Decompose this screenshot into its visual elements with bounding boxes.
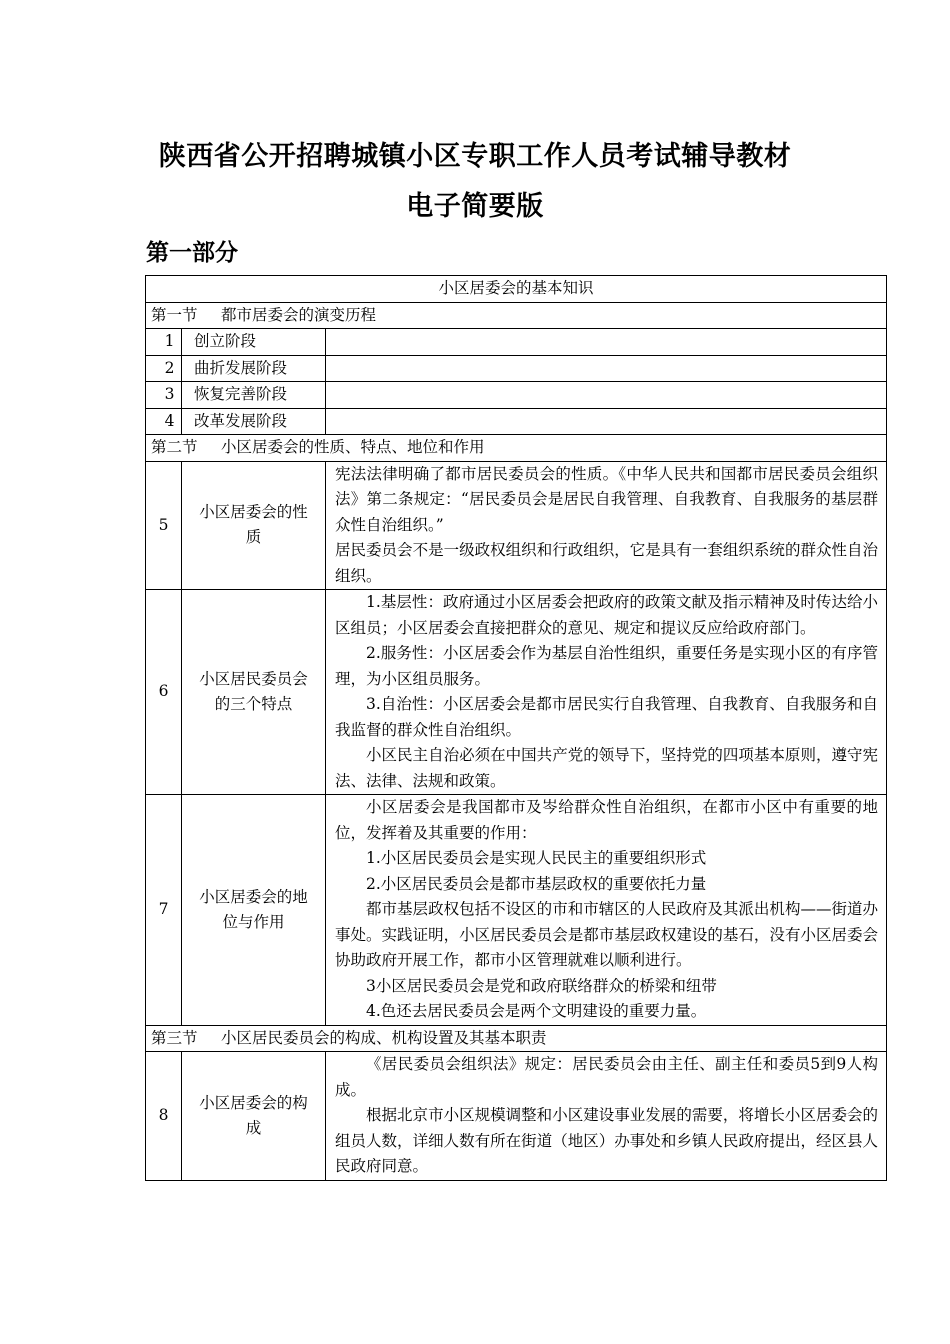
part-heading: 第一部分 [146,240,238,266]
section-1-heading [146,302,887,329]
row-number: 3 [146,382,182,409]
paragraph: 4.色还去居民委员会是两个文明建设的重要力量。 [366,1002,707,1020]
table-row [146,1052,887,1181]
section-2-heading [146,435,887,462]
stage-label: 曲折发展阶段 [182,355,326,382]
topic-label: 小区居委会的地位与作用 [182,795,326,1026]
topic-label: 小区居委会的构成 [182,1052,326,1181]
table-row [146,329,887,356]
row-number: 8 [146,1052,182,1181]
paragraph: 小区民主自治必须在中国共产党的领导下，坚持党的四项基本原则，遵守宪法、法律、法规和政策。 [335,746,879,790]
row-number: 6 [146,590,182,795]
paragraph: 3.自治性：小区居委会是都市居民实行自我管理、自我教育、自我服务和自我监督的群众性自治组织。 [335,695,879,739]
paragraph: 根据北京市小区规模调整和小区建设事业发展的需要，将增长小区居委会的组员人数，详细人数有所在街道（地区）办事处和乡镇人民政府提出，经区县人民政府同意。 [335,1106,879,1175]
topic-content [326,590,887,795]
row-number: 7 [146,795,182,1026]
paragraph: 居民委员会不是一级政权组织和行政组织，它是具有一套组织系统的群众性自治组织。 [335,541,879,585]
topic-label: 小区居民委员会的三个特点 [182,590,326,795]
empty-cell [326,355,887,382]
paragraph: 都市基层政权包括不设区的市和市辖区的人民政府及其派出机构——街道办事处。实践证明，小区居民委员会是都市基层政权建设的基石，没有小区居委会协助政府开展工作，都市小区管理就难以顺利进行。 [335,900,879,969]
table-header: 小区居委会的基本知识 [146,276,887,303]
table-row [146,382,887,409]
paragraph: 1.小区居民委员会是实现人民民主的重要组织形式 [366,849,707,867]
row-number: 2 [146,355,182,382]
section-row [146,1025,887,1052]
topic-content [326,461,887,590]
row-number: 1 [146,329,182,356]
document-title: 陕西省公开招聘城镇小区专职工作人员考试辅导教材 [158,141,792,172]
paragraph: 宪法法律明确了都市居民委员会的性质。《中华人民共和国都市居民委员会组织法》第二条规定：“居民委员会是居民自我管理、自我教育、自我服务的基层群众性自治组织。” [335,464,879,534]
paragraph: 2.服务性：小区居委会作为基层自治性组织，重要任务是实现小区的有序管理，为小区组员服务。 [335,644,879,688]
section-3-heading [146,1025,887,1052]
paragraph: 小区居委会是我国都市及岑给群众性自治组织，在都市小区中有重要的地位，发挥着及其重要的作用： [335,798,879,842]
knowledge-table [145,275,887,1181]
section-title: 小区居委会的性质、特点、地位和作用 [221,438,485,456]
table-row [146,408,887,435]
empty-cell [326,408,887,435]
section-number: 第三节 [151,1028,198,1047]
row-number: 4 [146,408,182,435]
paragraph: 1.基层性：政府通过小区居委会把政府的政策文献及指示精神及时传达给小区组员；小区居委会直接把群众的意见、规定和提议反应给政府部门。 [335,593,879,637]
table-header-row [146,276,887,303]
table-row [146,795,887,1026]
topic-content [326,1052,887,1181]
empty-cell [326,329,887,356]
section-row [146,435,887,462]
paragraph: 3小区居民委员会是党和政府联络群众的桥梁和纽带 [366,976,717,995]
paragraph: 2.小区居民委员会是都市基层政权的重要依托力量 [366,874,707,893]
document-subtitle: 电子简要版 [406,191,544,222]
section-number: 第一节 [151,305,198,324]
table-row [146,590,887,795]
topic-label: 小区居委会的性质 [182,461,326,590]
stage-label: 创立阶段 [182,329,326,356]
paragraph: 《居民委员会组织法》规定：居民委员会由主任、副主任和委员5到9人构成。 [335,1055,879,1099]
stage-label: 改革发展阶段 [182,408,326,435]
row-number: 5 [146,461,182,590]
table-row [146,461,887,590]
table-row [146,355,887,382]
section-title: 都市居委会的演变历程 [221,305,377,324]
topic-content [326,795,887,1026]
section-row [146,302,887,329]
stage-label: 恢复完善阶段 [182,382,326,409]
section-title: 小区居民委员会的构成、机构设置及其基本职责 [221,1028,547,1047]
section-number: 第二节 [151,438,198,456]
empty-cell [326,382,887,409]
